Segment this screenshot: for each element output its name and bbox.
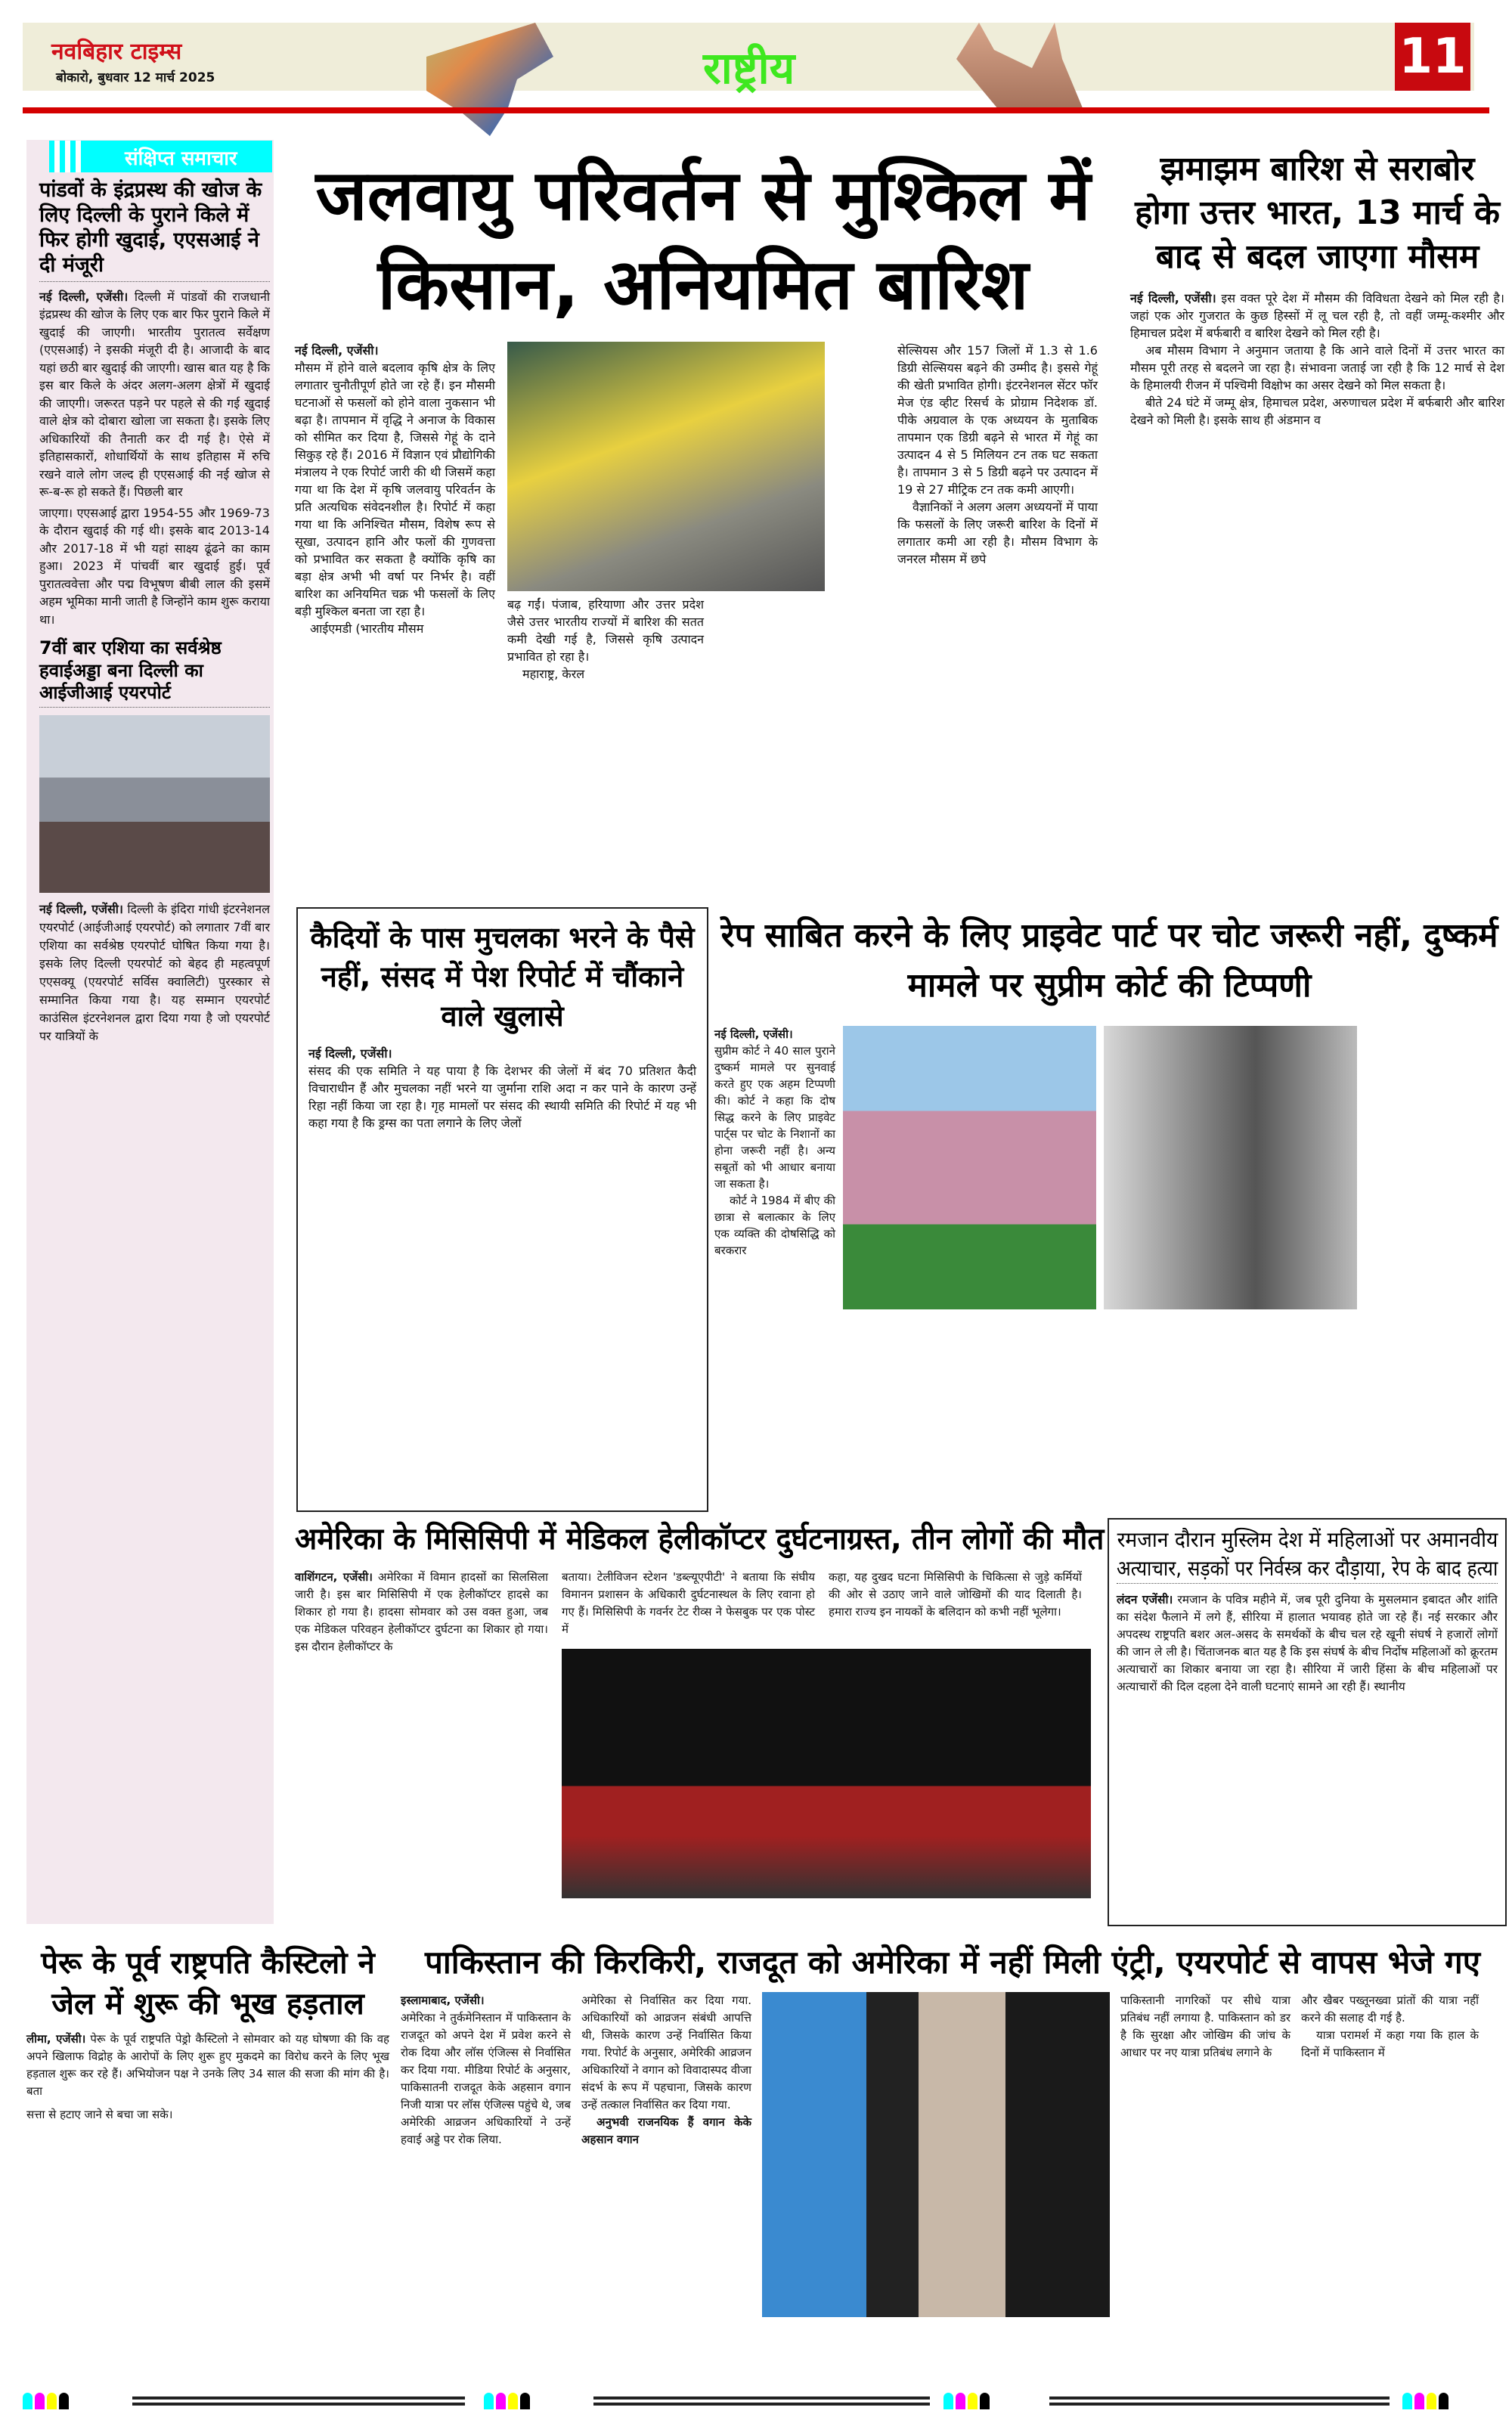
ambassador-photo bbox=[762, 1992, 1110, 2317]
paragraph: बताया। टेलीविजन स्टेशन 'डब्ल्यूएपीटी' ने बताया कि संघीय विमानन प्रशासन के अधिकारी दुर्घटनास्थल के लिए रवाना हो गए हैं। मिसिसिपी के गवर्नर टेट रीव्स ने फेसबुक पर एक पोस्ट में bbox=[562, 1569, 815, 1636]
sidebar-label: संक्षिप्त समाचार bbox=[125, 147, 237, 170]
supreme-court-photo bbox=[843, 1026, 1096, 1309]
helicopter-column-2 bbox=[562, 1569, 815, 1638]
lead-headline bbox=[295, 151, 1111, 330]
prisoners-story bbox=[296, 907, 708, 1512]
story-headline: पांडवों के इंद्रप्रस्थ की खोज के लिए दिल्ली के पुराने किले में फिर होगी खुदाई, एएसआई ने दी मंजूरी bbox=[39, 178, 270, 282]
dateline: नई दिल्ली, एजेंसी। bbox=[308, 1046, 392, 1061]
helicopter-column-3 bbox=[829, 1569, 1082, 1621]
helicopter-right bbox=[562, 1569, 1091, 1898]
paragraph: बीते 24 घंटे में जम्मू क्षेत्र, हिमाचल प्रदेश, अरुणाचल प्रदेश में बर्फबारी और बारिश देखने को मिली है। इसके साथ ही अंडमान व bbox=[1130, 395, 1504, 427]
weather-story bbox=[1130, 147, 1504, 429]
paragraph: पाकिस्तानी नागरिकों पर सीधे यात्रा प्रतिबंध नहीं लगाया है. पाकिस्तान को डर है कि सुरक्षा और जोखिम की जांच के आधार पर नए यात्रा प्रतिबंध लगाने के bbox=[1120, 1994, 1290, 2060]
brief-story-indraprastha bbox=[39, 178, 270, 628]
paragraph: सत्ता से हटाए जाने से बचा जा सके। bbox=[26, 2108, 173, 2121]
farmer-photo bbox=[507, 342, 825, 591]
paragraph: यात्रा परामर्श में कहा गया कि हाल के दिनों में पाकिस्तान में bbox=[1301, 2028, 1479, 2060]
paragraph: अमेरिका ने तुर्कमेनिस्तान में पाकिस्तान के राजदूत को अपने देश में प्रवेश करने से रोक दिया और लॉस एंजिल्स से निर्वासित कर दिया गया. मीडिया रिपोर्ट के अनुसार, पाकिसातनी राजदूत केके अहसान वगान निजी यात्रा पर लॉस एंजिल्स पहुंचे थे, जब अमेरिकी आव्रजन अधिकारियों ने उन्हें हवाई अड्डे पर रोक लिया. bbox=[401, 2011, 571, 2147]
paragraph: महाराष्ट्र, केरल bbox=[522, 667, 585, 681]
story-headline: रेप साबित करने के लिए प्राइवेट पार्ट पर चोट जरूरी नहीं, दुष्कर्म मामले पर सुप्रीम कोर्ट की टिप्पणी bbox=[720, 916, 1498, 1005]
paragraph: जाएगा। एएसआई द्वारा 1954-55 और 1969-73 के दौरान खुदाई की गई थी। इसके बाद 2013-14 और 2017-18 में भी यहां साक्ष्य ढूंढने का काम हुआ। 2023 में पांचवीं बार खुदाई हुई। पूर्व पुरातत्ववेत्ता और पद्म विभूषण बीबी लाल की इसमें अहम भूमिका मानी जाती है जिन्होंने काम शुरू कराया था। bbox=[39, 505, 270, 627]
page-number: 11 bbox=[1395, 23, 1470, 91]
dateline: नई दिल्ली, एजेंसी। bbox=[295, 343, 379, 358]
pakistan-column-1 bbox=[401, 1992, 571, 2149]
pakistan-column-2 bbox=[581, 1992, 751, 2149]
issue-date: बोकारो, बुधवार 12 मार्च 2025 bbox=[56, 70, 215, 85]
paragraph: मौसम में होने वाले बदलाव कृषि क्षेत्र के लिए लगातार चुनौतीपूर्ण होते जा रहे हैं। इन मौसमी घटनाओं से फसलों को होने वाला नुकसान भी बढ़ा है। तापमान में वृद्धि ने अनाज के विकास को सीमित कर दिया है, जिससे गेहूं के दाने सिकुड़ रहे हैं। 2016 में विज्ञान एवं प्रौद्योगिकी मंत्रालय ने एक रिपोर्ट जारी की थी जिसमें कहा गया था कि देश में कृषि जलवायु परिवर्तन के प्रति अत्यधिक संवेदनशील है। रिपोर्ट में कहा गया था कि अनिश्चित मौसम, विशेष रूप से सूखा, उत्पादन हानि और फलों की गुणवत्ता को प्रभावित कर सकता है क्योंकि कृषि का बड़ा क्षेत्र अभी भी वर्षा पर निर्भर है। वहीं बारिश का अनियमित चक्र भी फसलों के लिए बड़ी मुश्किल बनता जा रहा है। bbox=[295, 361, 495, 618]
dateline: नई दिल्ली, एजेंसी। bbox=[39, 902, 123, 917]
dateline: नई दिल्ली, एजेंसी। bbox=[1130, 291, 1216, 305]
paragraph: रमजान के पवित्र महीने में, जब पूरी दुनिया के मुसलमान इबादत और शांति का संदेश फैलाने में लगे हैं, सीरिया में हालात भयावह होते जा रहे हैं। नई सरकार और अपदस्थ राष्ट्रपति बशर अल-असद के समर्थकों के बीच चल रहे खूनी संघर्ष ने हजारों लोगों की जान ले ली है। चिंताजनक बात यह है कि इस संघर्ष के बीच निर्दोष महिलाओं को क्रूरतम अत्याचारों का शिकार बनाया जा रहा है। सीरिया में जारी हिंसा के बीच महिलाओं पर अत्याचारों की दिल दहला देने वाली घटनाएं सामने आ रही हैं। स्थानीय bbox=[1117, 1593, 1498, 1693]
registration-mark bbox=[1402, 2393, 1448, 2409]
court-column-1 bbox=[714, 1026, 835, 1259]
ramzan-story bbox=[1108, 1518, 1507, 1926]
dateline: इस्लामाबाद, एजेंसी। bbox=[401, 1994, 485, 2008]
dateline: नई दिल्ली, एजेंसी। bbox=[39, 289, 129, 304]
dateline: वाशिंगटन, एजेंसी। bbox=[295, 1569, 373, 1584]
helicopter-story bbox=[295, 1521, 1104, 1898]
lead-middle bbox=[507, 342, 885, 683]
paragraph: इस वक्त पूरे देश में मौसम की विविधता देखने को मिल रही है। जहां एक ओर गुजरात के कुछ हिस्सों में लू चल रही है, तो वहीं जम्मू-कश्मीर और हिमाचल प्रदेश में बर्फबारी व बारिश देखने को मिल रही है। bbox=[1130, 291, 1504, 340]
registration-mark bbox=[943, 2393, 990, 2409]
lead-story bbox=[295, 151, 1111, 683]
airport-photo bbox=[39, 715, 270, 893]
headline-line: अत्याचार, सड़कों पर निर्वस्त्र कर दौड़ाया, रेप के बाद हत्या bbox=[1117, 1556, 1498, 1581]
pakistan-column-6 bbox=[1301, 1992, 1479, 2062]
paragraph: संसद की एक समिति ने यह पाया है कि देशभर की जेलों में बंद 70 प्रतिशत कैदी विचाराधीन हैं और मुचलका नहीं भरने या जुर्माना राशि अदा न कर पाने के कारण उन्हें रिहा नहीं किया जा रहा है। गृह मामलों पर संसद की स्थायी समिति की रिपोर्ट में यह भी कहा गया है कि ड्रग्स का पता लगाने के लिए जेलों bbox=[308, 1064, 696, 1130]
sidebar-stripes-icon bbox=[54, 141, 85, 172]
court-story bbox=[714, 911, 1504, 1309]
paragraph: अब मौसम विभाग ने अनुमान जताया है कि आने वाले दिनों में उत्तर भारत का मौसम पूरी तरह से बदलने जा रहा है। संभावना जताई जा रही है कि 12 मार्च से देश के हिमालयी रीजन में पश्चिमी विक्षोभ का असर देखने को मिल सकता है। bbox=[1130, 343, 1504, 392]
print-rule bbox=[1049, 2396, 1390, 2406]
victim-photo bbox=[1104, 1026, 1357, 1309]
header-rule bbox=[23, 107, 1489, 113]
print-rule bbox=[132, 2396, 465, 2406]
headline-line: किसान, अनियमित बारिश bbox=[377, 244, 1029, 325]
story-headline: 7वीं बार एशिया का सर्वश्रेष्ठ हवाईअड्डा बना दिल्ली का आईजीआई एयरपोर्ट bbox=[39, 637, 270, 708]
pakistan-story bbox=[401, 1943, 1504, 2317]
section-title: राष्ट्रीय bbox=[703, 42, 795, 94]
story-headline: कैदियों के पास मुचलका भरने के पैसे नहीं, संसद में पेश रिपोर्ट में चौंकाने वाले खुलासे bbox=[310, 921, 695, 1033]
lead-column-4 bbox=[897, 342, 1098, 568]
paragraph: अमेरिका में विमान हादसों का सिलसिला जारी है। इस बार मिसिसिपी में एक हेलीकॉप्टर हादसे का शिकार हो गया है। हादसा सोमवार को उस वक्त हुआ, जब एक मेडिकल परिवहन हेलीकॉप्टर दुर्घटना का शिकार हो गया। इस दौरान हेलीकॉप्टर के bbox=[295, 1569, 548, 1653]
helicopter-column-1 bbox=[295, 1569, 548, 1656]
subheading: अनुभवी राजनयिक हैं वगान केके अहसान वगान bbox=[581, 2115, 751, 2147]
dateline: नई दिल्ली, एजेंसी। bbox=[714, 1027, 793, 1041]
story-headline: अमेरिका के मिसिसिपी में मेडिकल हेलीकॉप्टर दुर्घटनाग्रस्त, तीन लोगों की मौत bbox=[295, 1522, 1105, 1557]
paragraph: आईएमडी (भारतीय मौसम bbox=[310, 621, 424, 636]
paragraph: दिल्ली में पांडवों की राजधानी इंद्रप्रस्थ की खोज के लिए एक बार फिर पुराने किले में खुदाई की जाएगी। भारतीय पुरातत्व सर्वेक्षण (एएसआई) ने इसकी मंजूरी दी है। आजादी के बाद यहां छठी बार खुदाई की जाएगी। खास बात यह है कि इस बार किले के अंदर अलग-अलग क्षेत्रों में खुदाई की जाएगी। जरूरत पड़ने पर पहले से की गई खुदाई वाले क्षेत्र को दोबारा खोला जा सकता है। इसके लिए अधिकारियों की तैनाती कर दी गई है। ऐसे में इतिहासकारों, शोधार्थियों के साथ इतिहास में रुचि रखने वाले लोग जल्द ही एएसआई की नई खोज से रू-ब-रू हो सकते हैं। पिछली बार bbox=[39, 289, 270, 500]
headline-line: जलवायु परिवर्तन से मुश्किल में bbox=[315, 155, 1091, 236]
lead-column-2 bbox=[507, 596, 704, 683]
sidebar-flow bbox=[39, 178, 270, 1046]
paragraph: और खैबर पख्तूनख्वा प्रांतों की यात्रा नहीं करने की सलाह दी गई है. bbox=[1301, 1994, 1479, 2025]
paragraph: कहा, यह दुखद घटना मिसिसिपी के चिकित्सा से जुड़े कर्मियों की ओर से उठाए जाने वाले जोखिमों की याद दिलाती है। हमारा राज्य इन नायकों के बलिदान को कभी नहीं भूलेगा। bbox=[829, 1569, 1082, 1619]
lead-column-1 bbox=[295, 342, 495, 637]
registration-mark bbox=[23, 2393, 69, 2409]
paragraph: अमेरिका से निर्वासित कर दिया गया. अधिकारियों को आव्रजन संबंधी आपत्ति थी, जिसके कारण उन्हें निर्वासित किया गया. रिपोर्ट के अनुसार, अमेरिकी आव्रजन अधिकारियों ने वगान को विवादास्पद वीजा संदर्भ के रूप में पहचाना, जिसके कारण उन्हें तत्काल निर्वासित कर दिया गया. bbox=[581, 1994, 752, 2112]
paragraph: दिल्ली के इंदिरा गांधी इंटरनेशनल एयरपोर्ट (आईजीआई एयरपोर्ट) को लगातार 7वीं बार एशिया का सर्वश्रेष्ठ एयरपोर्ट घोषित किया गया है। इसके लिए दिल्ली एयरपोर्ट को बेहद ही महत्वपूर्ण एएसक्यू (एयरपोर्ट सर्विस क्वालिटी) पुरस्कार से सम्मानित किया गया है। यह सम्मान एयरपोर्ट काउंसिल इंटरनेशनल द्वारा दिया गया है जो एयरपोर्ट पर यात्रियों के bbox=[39, 902, 270, 1044]
story-headline: पाकिस्तान की किरकिरी, राजदूत को अमेरिका में नहीं मिली एंट्री, एयरपोर्ट से वापस भेजे गए bbox=[425, 1944, 1480, 1981]
helicopter-crash-photo bbox=[562, 1649, 1091, 1898]
peru-story bbox=[26, 1943, 389, 2124]
registration-mark bbox=[484, 2393, 530, 2409]
brief-story-airport bbox=[39, 637, 270, 1046]
paragraph: बढ़ गईं। पंजाब, हरियाणा और उत्तर प्रदेश जैसे उत्तर भारतीय राज्यों में बारिश की सतत कमी देखी गई है, जिससे कृषि उत्पादन प्रभावित हो रहा है। bbox=[507, 597, 704, 664]
story-headline: झमाझम बारिश से सराबोर होगा उत्तर भारत, 13 मार्च के बाद से बदल जाएगा मौसम bbox=[1135, 150, 1500, 276]
paragraph: सेल्सियस और 157 जिलों में 1.3 से 1.6 डिग्री सेल्सियस बढ़ने की उम्मीद है। इससे गेहूं की खेती प्रभावित होगी। इंटरनेशनल सेंटर फॉर मेज एंड व्हीट रिसर्च के प्रोग्राम निदेशक डॉ. पीके अग्रवाल के एक अध्ययन के मुताबिक तापमान एक डिग्री बढ़ने से भारत में गेहूं का उत्पादन 4 से 5 मिलियन टन तक घट सकता है। तापमान 3 से 5 डिग्री बढ़ने पर उत्पादन में 19 से 27 मीट्रिक टन तक कमी आएगी। bbox=[897, 343, 1098, 497]
dateline: लंदन एजेंसी। bbox=[1117, 1593, 1173, 1606]
newspaper-logo: नवबिहार टाइम्स bbox=[51, 39, 182, 65]
pakistan-column-5 bbox=[1120, 1992, 1290, 2062]
dateline: लीमा, एजेंसी। bbox=[26, 2032, 86, 2046]
story-headline: पेरू के पूर्व राष्ट्रपति कैस्टिलो ने जेल में शुरू की भूख हड़ताल bbox=[41, 1946, 375, 2022]
paragraph: पेरू के पूर्व राष्ट्रपति पेड्रो कैस्टिलो ने सोमवार को यह घोषणा की कि वह अपने खिलाफ विद्रोह के आरोपों के लिए शुरू हुए मुकदमे का विरोध करने के लिए भूख हड़ताल शुरू कर रहे हैं। अभियोजन पक्ष ने उनके लिए 34 साल की सजा की मांग की है। बता bbox=[26, 2032, 390, 2098]
paragraph: सुप्रीम कोर्ट ने 40 साल पुराने दुष्कर्म मामले पर सुनवाई करते हुए एक अहम टिप्पणी की। कोर्ट ने कहा कि दोष सिद्ध करने के लिए प्राइवेट पार्ट्स पर चोट के निशानों का होना जरूरी नहीं है। अन्य सबूतों को भी आधार बनाया जा सकता है। bbox=[714, 1044, 835, 1191]
paragraph: कोर्ट ने 1984 में बीए की छात्रा से बलात्कार के लिए एक व्यक्ति की दोषसिद्धि को बरकरार bbox=[714, 1194, 835, 1257]
paragraph: वैज्ञानिकों ने अलग अलग अध्ययनों में पाया कि फसलों के लिए जरूरी बारिश के दिनों में लगातार कमी आ रही है। मौसम विभाग के जनरल मौसम में छपे bbox=[897, 500, 1098, 566]
headline-line: रमजान दौरान मुस्लिम देश में महिलाओं पर अमानवीय bbox=[1117, 1527, 1498, 1552]
print-rule bbox=[593, 2396, 930, 2406]
